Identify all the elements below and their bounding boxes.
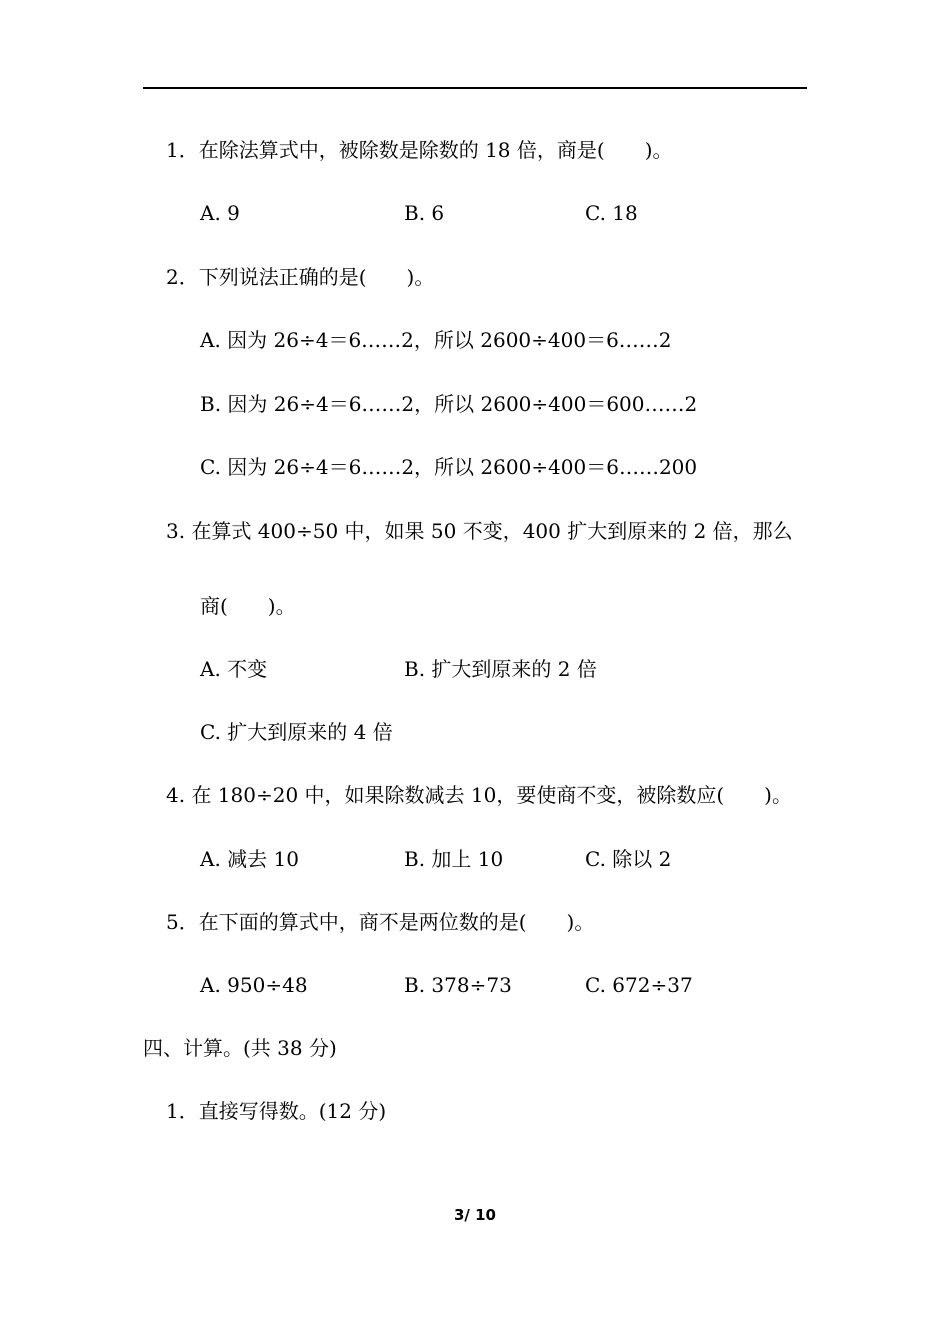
question-3-stem-continued: 商( )。: [200, 594, 296, 618]
question-1-option-c: C. 18: [585, 201, 638, 225]
question-3-option-b: B. 扩大到原来的 2 倍: [404, 657, 597, 681]
question-2-option-c: C. 因为 26÷4＝6……2，所以 2600÷400＝6……200: [200, 455, 698, 479]
section-heading: 四、计算。(共 38 分): [143, 1036, 337, 1060]
question-3-option-a: A. 不变: [200, 657, 268, 681]
question-4-option-a: A. 减去 10: [200, 847, 299, 871]
question-5-stem: 5．在下面的算式中，商不是两位数的是( )。: [166, 910, 595, 934]
question-4-option-c: C. 除以 2: [585, 847, 672, 871]
question-2-option-b: B. 因为 26÷4＝6……2，所以 2600÷400＝600……2: [200, 392, 698, 416]
page-number: 3/ 10: [453, 1206, 496, 1224]
header-rule: [143, 87, 807, 89]
question-5-option-b: B. 378÷73: [404, 973, 512, 997]
question-5-option-a: A. 950÷48: [200, 973, 308, 997]
question-3-option-c: C. 扩大到原来的 4 倍: [200, 720, 393, 744]
question-1-option-a: A. 9: [200, 201, 240, 225]
question-2-stem: 2．下列说法正确的是( )。: [166, 265, 435, 289]
question-3-stem: 3. 在算式 400÷50 中，如果 50 不变，400 扩大到原来的 2 倍，那么: [166, 519, 793, 543]
question-1-stem: 1．在除法算式中，被除数是除数的 18 倍，商是( )。: [166, 138, 673, 162]
question-4-option-b: B. 加上 10: [404, 847, 504, 871]
question-2-option-a: A. 因为 26÷4＝6……2，所以 2600÷400＝6……2: [200, 328, 672, 352]
question-4-stem: 4. 在 180÷20 中，如果除数减去 10，要使商不变，被除数应( )。: [166, 783, 792, 807]
question-5-option-c: C. 672÷37: [585, 973, 693, 997]
question-1-option-b: B. 6: [404, 201, 445, 225]
section-subheading: 1．直接写得数。(12 分): [166, 1099, 387, 1123]
